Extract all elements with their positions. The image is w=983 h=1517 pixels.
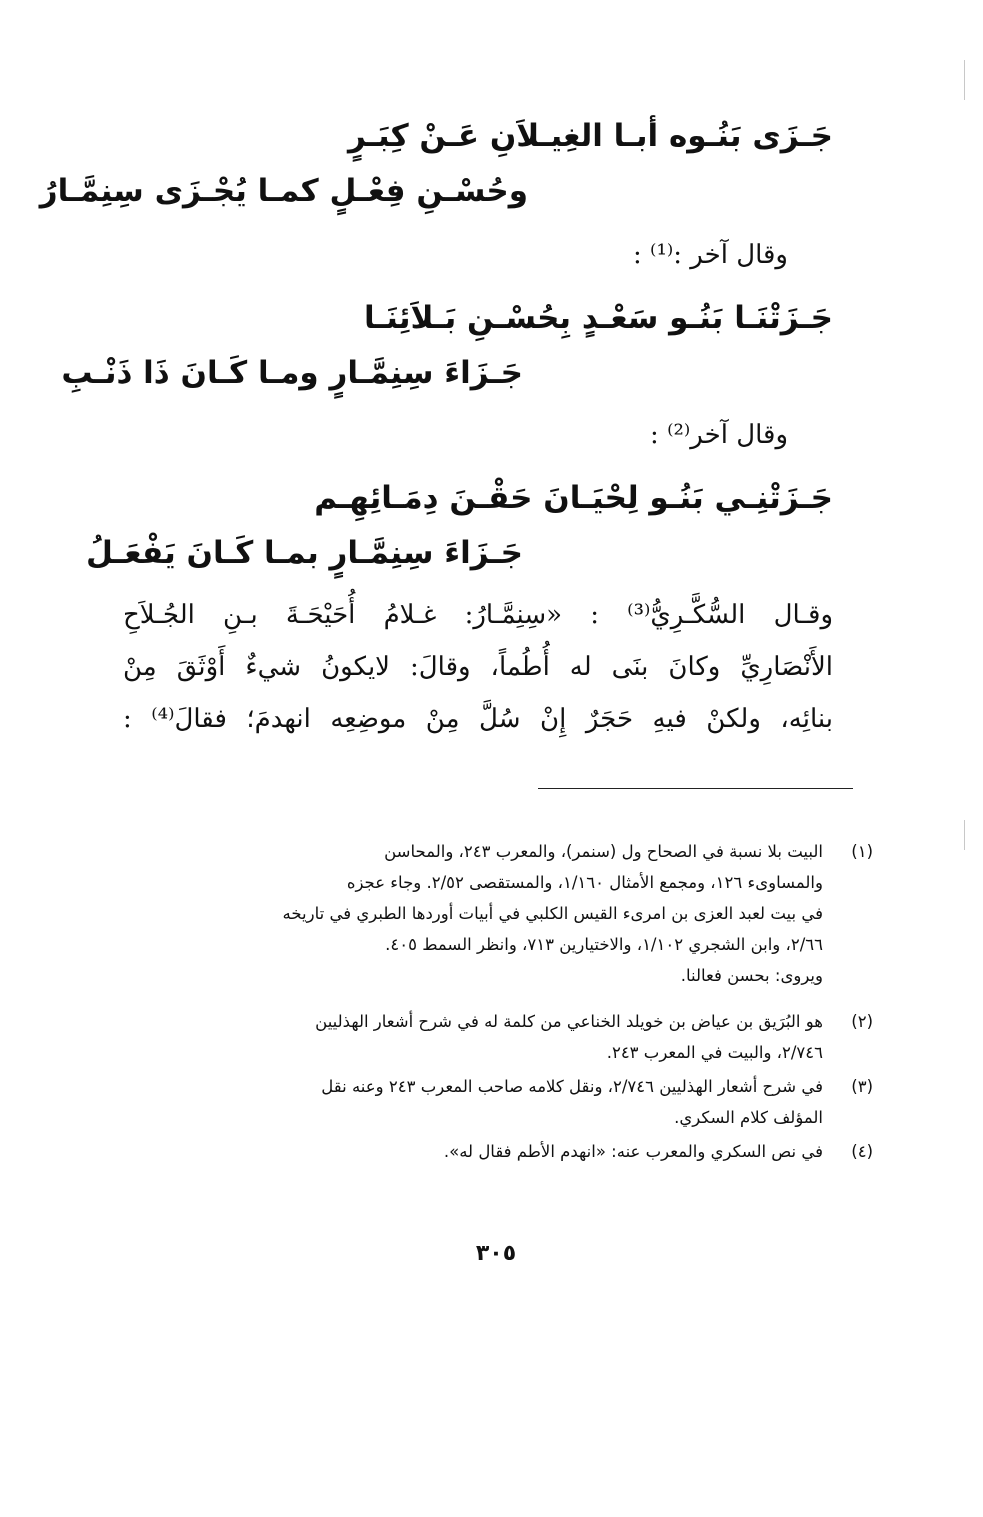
intro-another-poet-1: وقال آخر :⁽¹⁾ : bbox=[633, 240, 788, 270]
footnote-1 bbox=[133, 836, 873, 991]
prose-line-3: بنائِه، ولكنْ فيهِ حَجَرٌ إِنْ سُلَّ مِنْ موضِعِه انهدمَ؛ فقالَ⁽⁴⁾ : bbox=[123, 704, 833, 734]
intro-another-poet-2: وقال آخر⁽²⁾ : bbox=[650, 420, 788, 450]
poem3-line2: جَـزَاءَ سِنِمَّـارٍ بمـا كَـانَ يَفْعَـلُ bbox=[86, 535, 523, 571]
footnote-2 bbox=[133, 1006, 873, 1068]
footnote-line: في شرح أشعار الهذليين ٢/٧٤٦، ونقل كلامه صاحب المعرب ٢٤٣ وعنه نقل bbox=[321, 1077, 823, 1096]
footnote-line: المؤلف كلام السكري. bbox=[674, 1108, 823, 1127]
prose-line-1: وقـال السُّكَّـرِيُّ⁽³⁾ : «سِنِمَّـارُ: غـلامُ أُحَيْحَـةَ بـنِ الجُـلاَحِ bbox=[123, 600, 834, 630]
page-number: ٣٠٥ bbox=[475, 1241, 517, 1266]
footnote-line: هو البُرَيق بن عياض بن خويلد الخناعي من كلمة له في شرح أشعار الهذليين bbox=[315, 1012, 823, 1031]
scan-edge-mark bbox=[964, 820, 965, 850]
footnote-line: ويروى: بحسن فعالنا. bbox=[680, 966, 823, 985]
scan-edge-mark bbox=[964, 60, 965, 100]
poem2-line2: جَـزَاءَ سِنِمَّـارٍ ومـا كَـانَ ذَا ذَنْـبِ bbox=[61, 355, 523, 391]
footnote-number: (٣) bbox=[851, 1077, 873, 1096]
poem1-line1: جَـزَى بَنُـوه أبـا الغِيـلاَنِ عَـنْ كِبَـرٍ bbox=[348, 118, 833, 154]
footnote-number: (١) bbox=[851, 842, 873, 861]
footnote-line: ٢/٦٦، وابن الشجري ١/١٠٢، والاختيارين ٧١٣، وانظر السمط ٤٠٥. bbox=[385, 935, 823, 954]
footnote-4 bbox=[133, 1136, 873, 1167]
footnote-number: (٢) bbox=[851, 1012, 873, 1031]
footnote-line: في نص السكري والمعرب عنه: «انهدم الأطم فقال له». bbox=[443, 1142, 823, 1161]
footnote-line: في بيت لعبد العزى بن امرىء القيس الكلبي في أبيات أوردها الطبري في تاريخه bbox=[282, 904, 823, 923]
poem1-line2: وحُسْـنِ فِعْـلٍ كمـا يُجْـزَى سِنِمَّـارُ bbox=[39, 173, 528, 209]
footnote-line: البيت بلا نسبة في الصحاح ول (سنمر)، والمعرب ٢٤٣، والمحاسن bbox=[384, 842, 823, 861]
footnote-3 bbox=[133, 1071, 873, 1133]
poem2-line1: جَـزَتْنَـا بَنُـو سَعْـدٍ بِحُسْـنِ بَـلاَئِنَـا bbox=[363, 300, 833, 336]
footnote-separator bbox=[538, 788, 853, 789]
footnote-number: (٤) bbox=[851, 1142, 873, 1161]
prose-line-2: الأَنْصَارِيِّ وكانَ بنَى له أُطُماً، وقالَ: لايكونُ شيءٌ أَوْثَقَ مِنْ bbox=[123, 652, 833, 682]
footnote-line: ٢/٧٤٦، والبيت في المعرب ٢٤٣. bbox=[606, 1043, 823, 1062]
poem3-line1: جَـزَتْنِـي بَنُـو لِحْيَـانَ حَقْـنَ دِمَـائِهِـم bbox=[314, 480, 833, 516]
footnote-line: والمساوىء ١٢٦، ومجمع الأمثال ١/١٦٠، والمستقصى ٢/٥٢. وجاء عجزه bbox=[346, 873, 823, 892]
